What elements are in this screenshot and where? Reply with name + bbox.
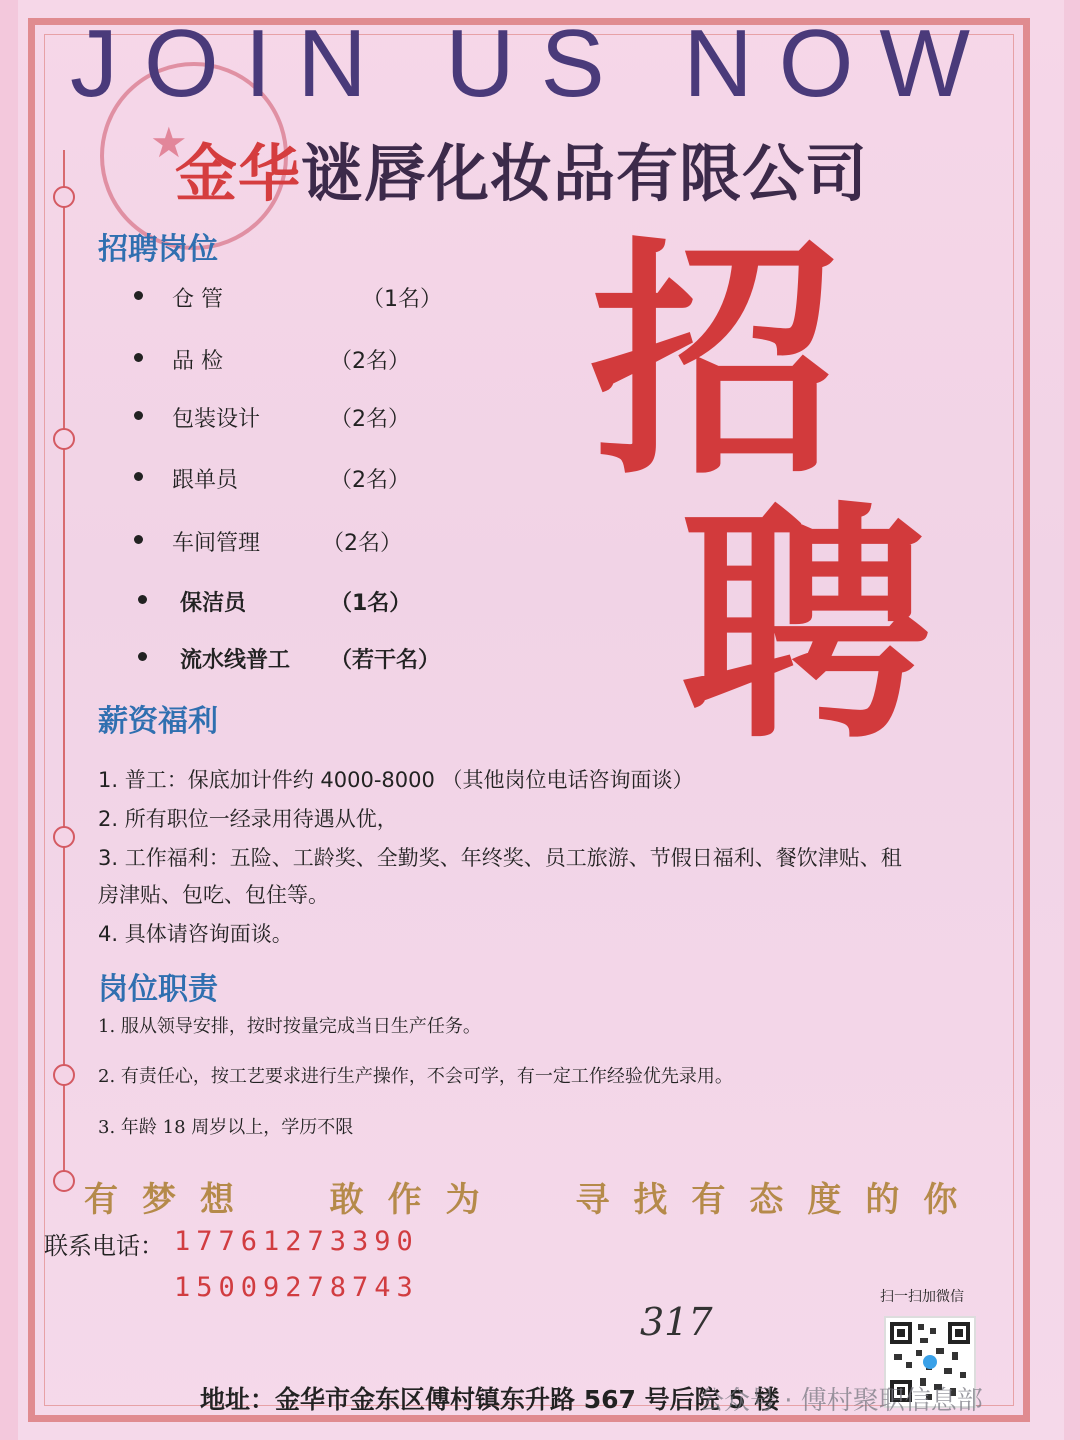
timeline-ring: [53, 1064, 75, 1086]
bullet-icon: [134, 291, 143, 300]
company-name: [175, 124, 868, 213]
timeline-ring: [53, 186, 75, 208]
company-name-part2: 谜唇化妆品有限公司: [301, 137, 869, 210]
timeline-line: [63, 150, 65, 1190]
job-count: （2名）: [322, 531, 402, 556]
benefit-line: 房津贴、包吃、包住等。: [98, 883, 329, 907]
watermark: 公众号 · 傅村聚职信息部: [698, 1386, 983, 1416]
big-char-recruit-2: 聘: [680, 478, 930, 772]
bullet-icon: [134, 353, 143, 362]
timeline-ring: [53, 428, 75, 450]
job-count: （2名）: [330, 407, 410, 432]
benefit-line: 1. 普工：保底加计件约 4000-8000 （其他岗位电话咨询面谈）: [98, 768, 694, 792]
job-name: 包装设计: [172, 407, 261, 432]
duty-line: 1. 服从领导安排，按时按量完成当日生产任务。: [98, 1016, 481, 1037]
benefits-heading: 薪资福利: [98, 704, 218, 739]
company-name-part1: 金华: [175, 137, 302, 210]
duties-heading: 岗位职责: [98, 972, 218, 1007]
job-count: （若干名）: [330, 648, 441, 673]
timeline-ring: [53, 1170, 75, 1192]
bullet-icon: [138, 652, 147, 661]
duty-line: 3. 年龄 18 周岁以上，学历不限: [98, 1117, 354, 1138]
job-name: 流水线普工: [180, 648, 291, 673]
job-name: 车间管理: [172, 531, 261, 556]
bullet-icon: [134, 472, 143, 481]
benefit-line: 4. 具体请咨询面谈。: [98, 922, 293, 946]
bullet-icon: [134, 535, 143, 544]
address: 地址：金华市金东区傅村镇东升路 567 号后院 5 楼: [200, 1385, 780, 1414]
job-count: （1名）: [362, 287, 442, 312]
job-name: 品 检: [172, 349, 223, 374]
contact-label: 联系电话：: [44, 1232, 164, 1260]
positions-heading: 招聘岗位: [98, 232, 218, 267]
bullet-icon: [138, 595, 147, 604]
phone-number[interactable]: 15009278743: [174, 1272, 419, 1303]
benefit-line: 2. 所有职位一经录用待遇从优，: [98, 807, 398, 831]
job-name: 跟单员: [172, 468, 239, 493]
seal-star-icon: ★: [150, 118, 188, 167]
job-count: （1名）: [330, 591, 412, 616]
big-char-recruit-1: 招: [590, 214, 840, 508]
job-count: （2名）: [330, 349, 410, 374]
qr-label: 扫一扫加微信: [880, 1289, 964, 1305]
job-name: 仓 管: [172, 287, 223, 312]
job-count: （2名）: [330, 468, 410, 493]
slogan: 有梦想 敢作为 寻找有态度的你: [84, 1180, 982, 1220]
job-name: 保洁员: [180, 591, 247, 616]
poster-title: JOIN US NOW: [70, 10, 996, 117]
handwritten-note: 317: [640, 1300, 713, 1344]
duty-line: 2. 有责任心，按工艺要求进行生产操作，不会可学，有一定工作经验优先录用。: [98, 1066, 733, 1087]
timeline-ring: [53, 826, 75, 848]
phone-number[interactable]: 17761273390: [174, 1226, 419, 1257]
benefit-line: 3. 工作福利：五险、工龄奖、全勤奖、年终奖、员工旅游、节假日福利、餐饮津贴、租: [98, 846, 902, 870]
bullet-icon: [134, 411, 143, 420]
